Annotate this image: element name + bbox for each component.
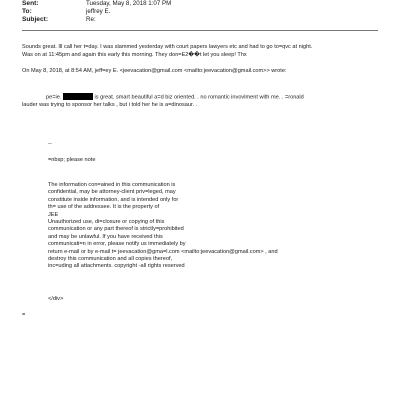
- sent-value: Tuesday, May 8, 2018 1:07 PM: [86, 0, 172, 8]
- disclaimer-line: return e-mail or by e-mail t= jeevacation@gma=l.com <mailto:jeevacation@gmail.com> , and: [48, 248, 278, 255]
- disclaimer-line: communicati=n in error, please notify us immediately by: [48, 241, 186, 248]
- sent-row: [22, 0, 382, 8]
- disclaimer-line: JEE: [48, 211, 59, 218]
- disclaimer-line: communication or any part thereof is strictly=prohibited: [48, 226, 184, 233]
- to-value: jeffrey E.: [86, 8, 111, 16]
- trailing-equals: =: [22, 312, 26, 318]
- quoted-message: [22, 93, 372, 110]
- quote-line: On May 8, 2018, at 8:54 AM, jeff=ey E. <jeevacation@gmail.com <mailto:jeevacation@gmail.com>> wrote:: [22, 68, 287, 74]
- header-divider: [22, 30, 378, 31]
- to-label: To:: [22, 8, 32, 16]
- to-row: [22, 8, 382, 16]
- disclaimer-line: Unauthorized use, di=closure or copying of this: [48, 218, 165, 225]
- dashes: --: [48, 141, 52, 147]
- quoted-line-1: [22, 93, 372, 102]
- disclaimer-line: th= use of the addressee. It is the property of: [48, 204, 160, 211]
- reply-line: Sounds great. Ill call her t=day. I was slammed yesterday with court papers lawyers etc and had to go to=qvc at night.: [22, 44, 313, 50]
- disclaimer-line: constitute inside information, and is intended only for: [48, 196, 179, 203]
- subject-label: Subject:: [22, 16, 49, 24]
- reply-line: Was on at 11:45pm and again this early this morning. They don=E2��t let you sleep! Thx: [22, 51, 247, 58]
- disclaimer-line: The information con=ained in this communication is: [48, 182, 176, 188]
- quote-attribution: [22, 68, 372, 76]
- quoted-after-redaction: is great. smart beautiful a=d biz oriented. . no romantic invovlment with me. . =ronald: [92, 94, 304, 101]
- quoted-prefix: pe=ie.: [46, 94, 62, 101]
- reply-text: [22, 44, 372, 59]
- div-close: </div>: [48, 296, 64, 302]
- disclaimer-line: confidential, may be attorney-client priv=leged, may: [48, 189, 176, 196]
- subject-value: Re:: [86, 16, 96, 24]
- disclaimer: [48, 182, 348, 271]
- nbsp-line: =nbsp; please note: [48, 157, 96, 163]
- disclaimer-line: destroy this communication and all copies thereof,: [48, 255, 173, 262]
- disclaimer-line: and may be unlawful. If you have received this: [48, 233, 163, 240]
- redaction-box: [63, 93, 93, 100]
- quoted-line-2: lauder was trying to sponsor her talks , but i told her he is a=dinosaur. .: [22, 102, 198, 109]
- subject-row: [22, 16, 382, 24]
- email-header: [22, 0, 382, 24]
- disclaimer-line: inc=uding all attachments. copyright -all rights reserved: [48, 263, 185, 270]
- sent-label: Sent:: [22, 0, 39, 8]
